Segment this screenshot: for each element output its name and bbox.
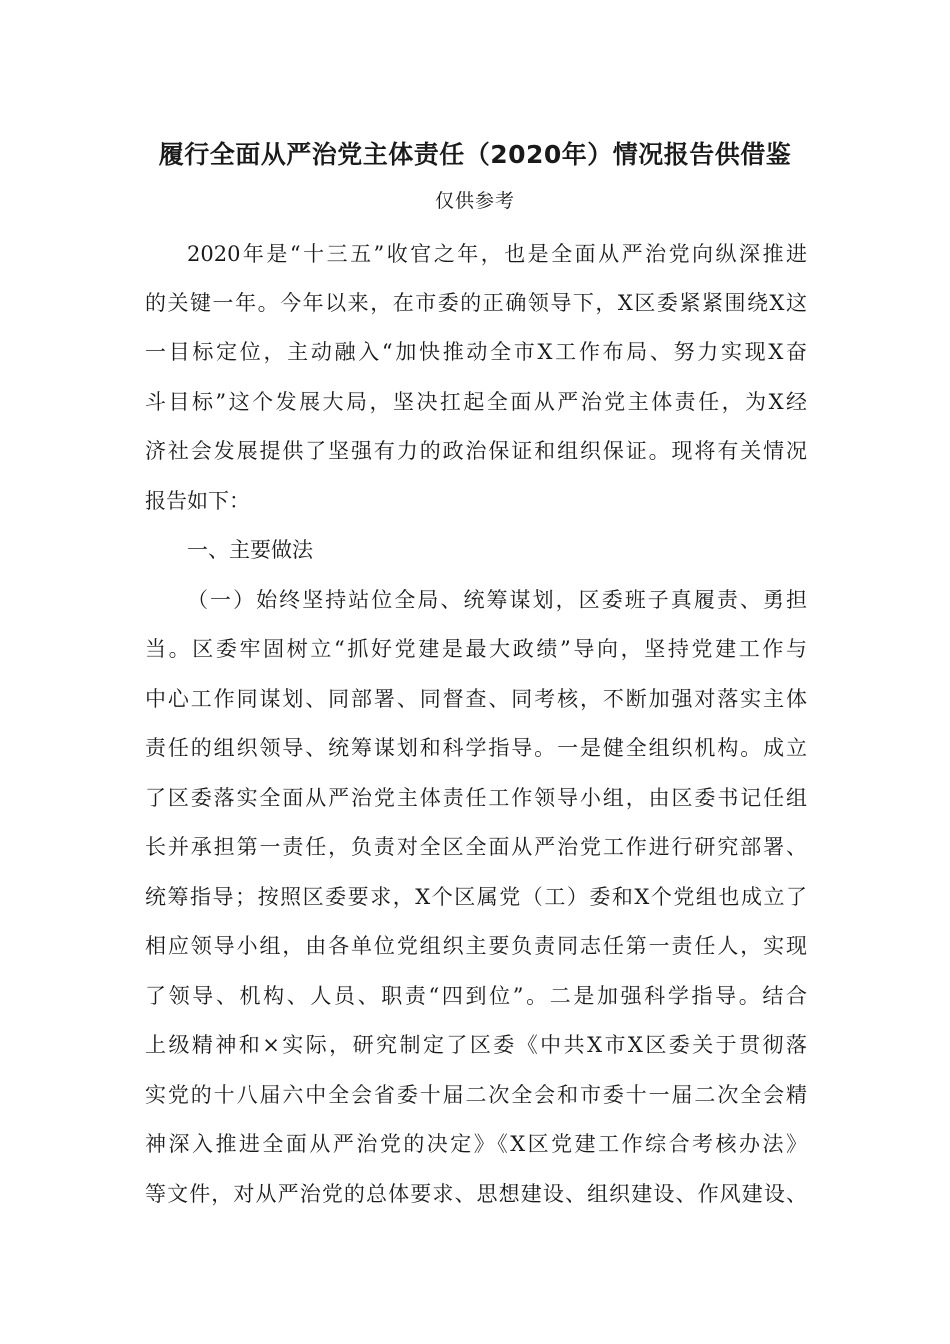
paragraph-line: 济社会发展提供了坚强有力的政治保证和组织保证。现将有关情况: [145, 439, 807, 463]
document-title: 履行全面从严治党主体责任（2020年）情况报告供借鉴: [158, 140, 792, 169]
paragraph-line: 长并承担第一责任，负责对全区全面从严治党工作进行研究部署、: [145, 835, 807, 859]
paragraph-line: 统筹指导；按照区委要求，X个区属党（工）委和X个党组也成立了: [145, 885, 807, 909]
paragraph-line: 的关键一年。今年以来，在市委的正确领导下，X区委紧紧围绕X这: [145, 291, 807, 315]
paragraph-line: （一）始终坚持站位全局、统筹谋划，区委班子真履责、勇担: [187, 588, 807, 612]
paragraph-line: 2020年是“十三五”收官之年，也是全面从严治党向纵深推进: [187, 242, 807, 266]
paragraph-line: 中心工作同谋划、同部署、同督查、同考核，不断加强对落实主体: [145, 687, 807, 711]
section-heading: 一、主要做法: [187, 538, 313, 562]
paragraph-line: 了区委落实全面从严治党主体责任工作领导小组，由区委书记任组: [145, 786, 807, 810]
paragraph-line: 当。区委牢固树立“抓好党建是最大政绩”导向，坚持党建工作与: [145, 637, 807, 661]
paragraph-line: 一目标定位，主动融入“加快推动全市X工作布局、努力实现X奋: [145, 340, 807, 364]
paragraph-line: 斗目标”这个发展大局，坚决扛起全面从严治党主体责任，为X经: [145, 390, 807, 414]
document-subtitle: 仅供参考: [434, 190, 515, 212]
paragraph-line: 责任的组织领导、统筹谋划和科学指导。一是健全组织机构。成立: [145, 736, 807, 760]
paragraph-line: 上级精神和×实际，研究制定了区委《中共X市X区委关于贯彻落: [145, 1033, 807, 1057]
paragraph-line: 了领导、机构、人员、职责“四到位”。二是加强科学指导。结合: [145, 984, 807, 1008]
paragraph-line: 相应领导小组，由各单位党组织主要负责同志任第一责任人，实现: [145, 934, 807, 958]
paragraph-line: 神深入推进全面从严治党的决定》《X区党建工作综合考核办法》: [145, 1132, 807, 1156]
paragraph-line: 实党的十八届六中全会省委十届二次全会和市委十一届二次全会精: [145, 1083, 807, 1107]
paragraph-line: 等文件，对从严治党的总体要求、思想建设、组织建设、作风建设、: [145, 1182, 807, 1206]
paragraph-line: 报告如下：: [145, 489, 250, 513]
